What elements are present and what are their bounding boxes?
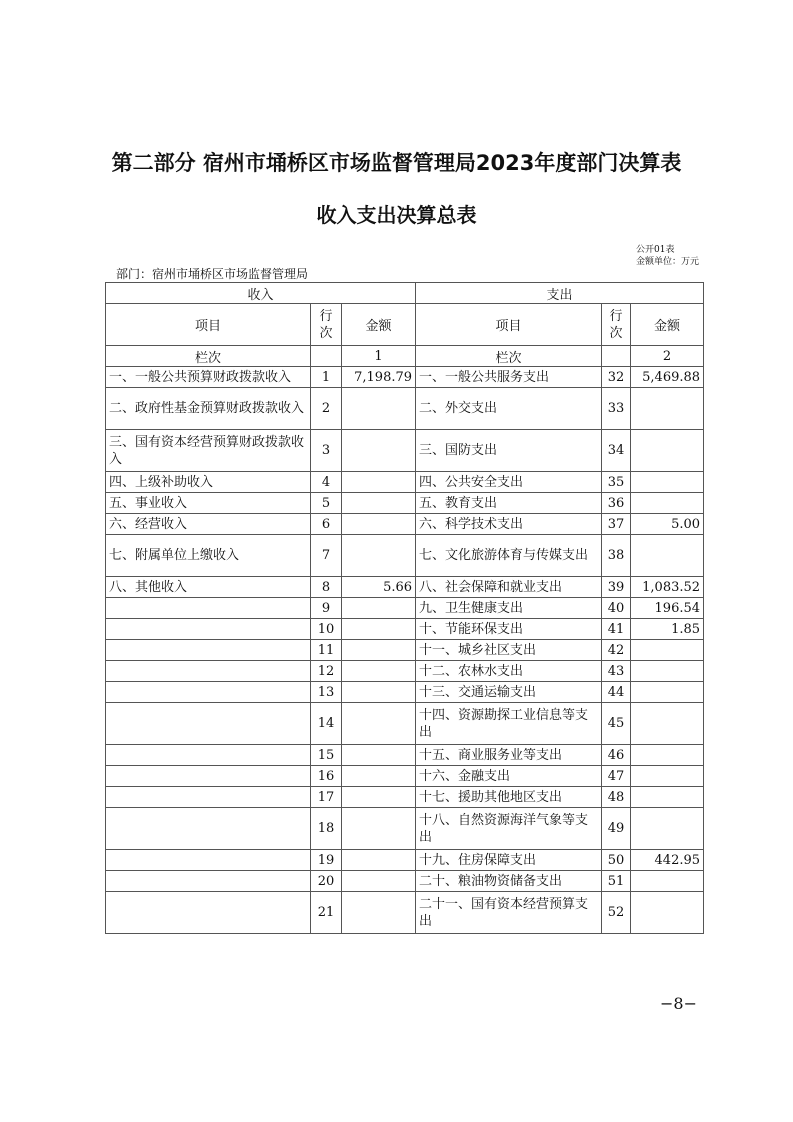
expense-amount-cell xyxy=(631,787,704,808)
table-row xyxy=(106,472,704,493)
income-amount-cell xyxy=(342,514,416,535)
income-line-no-cell: 11 xyxy=(311,640,342,661)
income-item-cell: 四、上级补助收入 xyxy=(106,472,311,493)
expense-amount-cell xyxy=(631,892,704,934)
income-amount-cell xyxy=(342,388,416,430)
income-item-cell xyxy=(106,661,311,682)
expense-amount-cell: 196.54 xyxy=(631,598,704,619)
income-amount-cell xyxy=(342,619,416,640)
expense-line-no-cell: 33 xyxy=(602,388,631,430)
income-item-cell xyxy=(106,619,311,640)
expense-item-cell: 十九、住房保障支出 xyxy=(416,850,602,871)
expense-amount-cell xyxy=(631,430,704,472)
income-item-cell xyxy=(106,598,311,619)
expense-column-blank xyxy=(602,346,631,367)
expense-amount-cell xyxy=(631,535,704,577)
income-item-cell: 二、政府性基金预算财政拨款收入 xyxy=(106,388,311,430)
expense-line-no-cell: 50 xyxy=(602,850,631,871)
table-row xyxy=(106,514,704,535)
expense-line-no-cell: 52 xyxy=(602,892,631,934)
income-column-label: 栏次 xyxy=(106,346,311,367)
income-amount-cell xyxy=(342,493,416,514)
budget-summary-table xyxy=(105,282,704,934)
income-item-cell xyxy=(106,640,311,661)
expense-amount-cell xyxy=(631,766,704,787)
expense-line-no-cell: 51 xyxy=(602,871,631,892)
department-label: 部门：宿州市埇桥区市场监督管理局 xyxy=(116,267,309,281)
table-row xyxy=(106,682,704,703)
expense-item-cell: 十四、资源勘探工业信息等支出 xyxy=(416,703,602,745)
income-line-no-cell: 15 xyxy=(311,745,342,766)
expense-amount-cell xyxy=(631,388,704,430)
column-index-row xyxy=(106,346,704,367)
expense-amount-cell: 442.95 xyxy=(631,850,704,871)
income-column-blank xyxy=(311,346,342,367)
expense-line-no-cell: 49 xyxy=(602,808,631,850)
expense-line-no-cell: 44 xyxy=(602,682,631,703)
table-row xyxy=(106,619,704,640)
income-amount-header: 金额 xyxy=(342,304,416,346)
expense-line-no-cell: 38 xyxy=(602,535,631,577)
expense-item-cell: 十七、援助其他地区支出 xyxy=(416,787,602,808)
income-item-cell xyxy=(106,682,311,703)
income-amount-cell xyxy=(342,808,416,850)
expense-item-cell: 十五、商业服务业等支出 xyxy=(416,745,602,766)
table-row xyxy=(106,787,704,808)
expense-item-cell: 八、社会保障和就业支出 xyxy=(416,577,602,598)
income-line-no-cell: 16 xyxy=(311,766,342,787)
income-item-cell: 七、附属单位上缴收入 xyxy=(106,535,311,577)
income-item-cell: 五、事业收入 xyxy=(106,493,311,514)
income-item-cell xyxy=(106,745,311,766)
expense-line-no-cell: 43 xyxy=(602,661,631,682)
income-amount-cell xyxy=(342,787,416,808)
expense-item-cell: 二十一、国有资本经营预算支出 xyxy=(416,892,602,934)
expense-amount-cell xyxy=(631,472,704,493)
income-amount-cell xyxy=(342,745,416,766)
income-column-index: 1 xyxy=(342,346,416,367)
table-row xyxy=(106,577,704,598)
income-line-no-cell: 5 xyxy=(311,493,342,514)
expense-item-cell: 十一、城乡社区支出 xyxy=(416,640,602,661)
section-header-row xyxy=(106,283,704,304)
income-line-no-cell: 19 xyxy=(311,850,342,871)
income-line-no-cell: 14 xyxy=(311,703,342,745)
expense-line-no-cell: 34 xyxy=(602,430,631,472)
income-line-no-cell: 12 xyxy=(311,661,342,682)
expense-item-cell: 十三、交通运输支出 xyxy=(416,682,602,703)
expense-amount-cell xyxy=(631,808,704,850)
expense-amount-cell xyxy=(631,871,704,892)
expense-amount-cell: 1.85 xyxy=(631,619,704,640)
table-body xyxy=(106,367,704,934)
expense-item-cell: 二、外交支出 xyxy=(416,388,602,430)
expense-amount-cell xyxy=(631,703,704,745)
expense-header: 支出 xyxy=(416,283,704,304)
income-line-no-cell: 8 xyxy=(311,577,342,598)
expense-line-no-cell: 41 xyxy=(602,619,631,640)
expense-item-cell: 五、教育支出 xyxy=(416,493,602,514)
income-amount-cell xyxy=(342,766,416,787)
form-meta xyxy=(636,244,706,268)
table-row xyxy=(106,808,704,850)
table-row xyxy=(106,871,704,892)
income-amount-cell xyxy=(342,430,416,472)
income-line-no-cell: 13 xyxy=(311,682,342,703)
income-line-no-cell: 17 xyxy=(311,787,342,808)
expense-item-cell: 二十、粮油物资储备支出 xyxy=(416,871,602,892)
income-amount-cell xyxy=(342,850,416,871)
expense-item-cell: 六、科学技术支出 xyxy=(416,514,602,535)
table-row xyxy=(106,745,704,766)
expense-amount-cell xyxy=(631,493,704,514)
income-line-no-cell: 7 xyxy=(311,535,342,577)
expense-line-no-cell: 48 xyxy=(602,787,631,808)
income-amount-cell xyxy=(342,703,416,745)
expense-item-cell: 十六、金融支出 xyxy=(416,766,602,787)
expense-item-cell: 一、一般公共服务支出 xyxy=(416,367,602,388)
income-amount-cell: 7,198.79 xyxy=(342,367,416,388)
table-row xyxy=(106,850,704,871)
expense-amount-cell: 1,083.52 xyxy=(631,577,704,598)
table-row xyxy=(106,598,704,619)
income-item-cell xyxy=(106,703,311,745)
table-row xyxy=(106,388,704,430)
column-header-row xyxy=(106,304,704,346)
expense-line-no-cell: 32 xyxy=(602,367,631,388)
table-row xyxy=(106,535,704,577)
income-item-cell xyxy=(106,850,311,871)
income-item-cell: 一、一般公共预算财政拨款收入 xyxy=(106,367,311,388)
expense-amount-cell xyxy=(631,661,704,682)
income-amount-cell xyxy=(342,535,416,577)
document-title: 第二部分 宿州市埇桥区市场监督管理局2023年度部门决算表 xyxy=(111,151,682,175)
expense-amount-cell xyxy=(631,640,704,661)
expense-line-no-cell: 45 xyxy=(602,703,631,745)
table-row xyxy=(106,493,704,514)
table-row xyxy=(106,766,704,787)
income-line-no-cell: 18 xyxy=(311,808,342,850)
expense-item-cell: 十、节能环保支出 xyxy=(416,619,602,640)
income-line-no-cell: 6 xyxy=(311,514,342,535)
income-item-cell xyxy=(106,787,311,808)
expense-line-no-header: 行次 xyxy=(602,304,631,346)
expense-item-cell: 七、文化旅游体育与传媒支出 xyxy=(416,535,602,577)
expense-amount-cell: 5.00 xyxy=(631,514,704,535)
income-item-cell xyxy=(106,871,311,892)
expense-line-no-cell: 40 xyxy=(602,598,631,619)
table-row xyxy=(106,640,704,661)
income-line-no-header: 行次 xyxy=(311,304,342,346)
income-amount-cell xyxy=(342,871,416,892)
expense-amount-cell xyxy=(631,745,704,766)
expense-item-cell: 三、国防支出 xyxy=(416,430,602,472)
income-line-no-cell: 1 xyxy=(311,367,342,388)
income-amount-cell xyxy=(342,661,416,682)
expense-line-no-cell: 47 xyxy=(602,766,631,787)
income-item-cell xyxy=(106,808,311,850)
income-line-no-cell: 21 xyxy=(311,892,342,934)
income-item-cell: 六、经营收入 xyxy=(106,514,311,535)
expense-item-cell: 十八、自然资源海洋气象等支出 xyxy=(416,808,602,850)
expense-column-index: 2 xyxy=(631,346,704,367)
income-header: 收入 xyxy=(106,283,416,304)
income-line-no-cell: 10 xyxy=(311,619,342,640)
expense-amount-cell xyxy=(631,682,704,703)
expense-item-cell: 十二、农林水支出 xyxy=(416,661,602,682)
page-number: −8− xyxy=(660,994,697,1013)
income-item-cell xyxy=(106,892,311,934)
income-amount-cell xyxy=(342,640,416,661)
form-code: 公开01表 xyxy=(636,245,675,255)
income-amount-cell: 5.66 xyxy=(342,577,416,598)
expense-item-cell: 九、卫生健康支出 xyxy=(416,598,602,619)
income-amount-cell xyxy=(342,472,416,493)
expense-line-no-cell: 37 xyxy=(602,514,631,535)
expense-item-header: 项目 xyxy=(416,304,602,346)
income-item-header: 项目 xyxy=(106,304,311,346)
table-row xyxy=(106,661,704,682)
income-line-no-cell: 20 xyxy=(311,871,342,892)
table-row xyxy=(106,703,704,745)
table-row xyxy=(106,430,704,472)
expense-column-label: 栏次 xyxy=(416,346,602,367)
unit-label: 金额单位：万元 xyxy=(636,257,700,267)
income-amount-cell xyxy=(342,682,416,703)
expense-item-cell: 四、公共安全支出 xyxy=(416,472,602,493)
income-line-no-cell: 3 xyxy=(311,430,342,472)
expense-line-no-cell: 46 xyxy=(602,745,631,766)
expense-line-no-cell: 35 xyxy=(602,472,631,493)
expense-line-no-cell: 42 xyxy=(602,640,631,661)
income-item-cell xyxy=(106,766,311,787)
expense-amount-header: 金额 xyxy=(631,304,704,346)
expense-line-no-cell: 36 xyxy=(602,493,631,514)
income-item-cell: 八、其他收入 xyxy=(106,577,311,598)
table-row xyxy=(106,367,704,388)
income-line-no-cell: 4 xyxy=(311,472,342,493)
income-line-no-cell: 9 xyxy=(311,598,342,619)
income-amount-cell xyxy=(342,598,416,619)
table-title: 收入支出决算总表 xyxy=(316,203,477,227)
income-amount-cell xyxy=(342,892,416,934)
table-row xyxy=(106,892,704,934)
income-line-no-cell: 2 xyxy=(311,388,342,430)
expense-amount-cell: 5,469.88 xyxy=(631,367,704,388)
income-item-cell: 三、国有资本经营预算财政拨款收入 xyxy=(106,430,311,472)
expense-line-no-cell: 39 xyxy=(602,577,631,598)
